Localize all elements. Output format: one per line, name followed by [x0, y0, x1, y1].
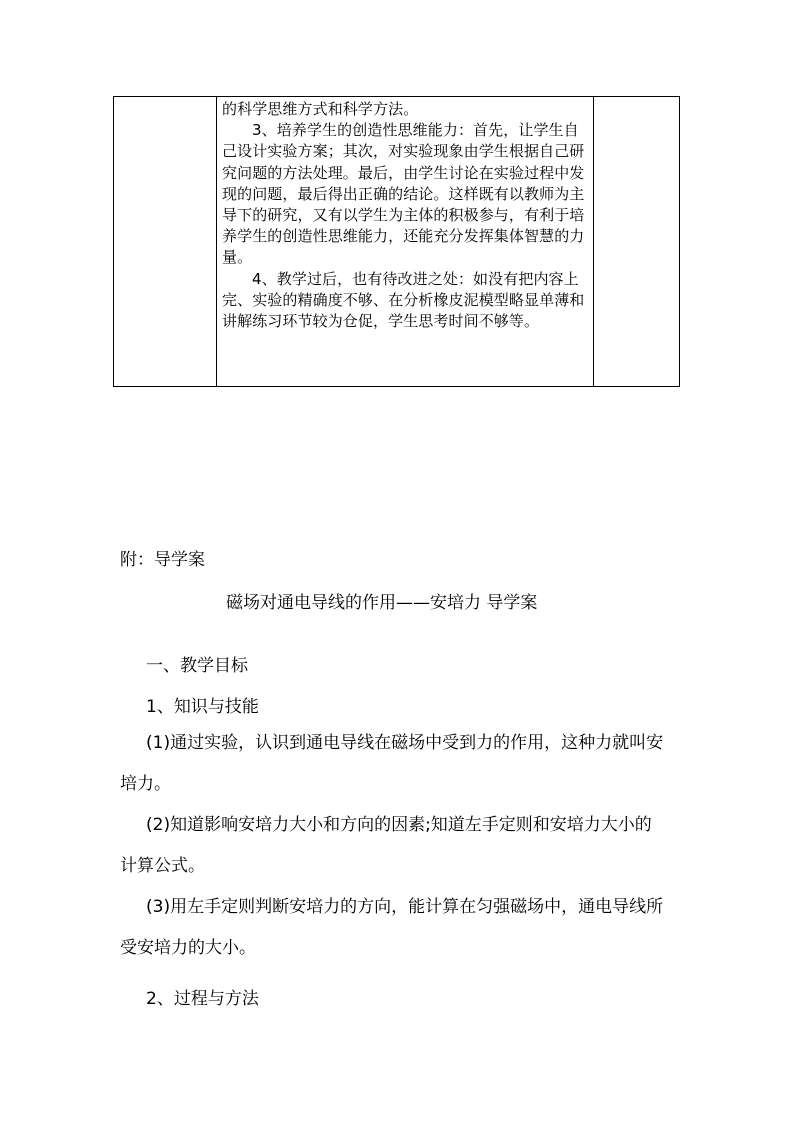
table-line-1: 的科学思维方式和科学方法。 [222, 100, 419, 118]
table-content-cell [222, 99, 590, 332]
table-line-2: 3、培养学生的创造性思维能力：首先，让学生自己设计实验方案；其次，对实验现象由学生根据自己研究问题的方法处理。最后，由学生讨论在实验过程中发现的问题，最后得出正确的结论。这样既有以教师为主导下的研究，又有以学生为主体的积极参与，有利于培养学生的创造性思维能力，还能充分发挥集体智慧的力量。 [222, 121, 585, 267]
document-title: 磁场对通电导线的作用——安培力 导学案 [226, 593, 538, 613]
appendix-label: 附：导学案 [120, 550, 205, 570]
goal-item-3: (3)用左手定则判断安培力的方向，能计算在匀强磁场中，通电导线所受安培力的大小。 [120, 897, 664, 958]
table-column-divider-left [216, 97, 217, 386]
subheading-knowledge-skills: 1、知识与技能 [146, 697, 259, 717]
table-column-divider-right [593, 97, 594, 386]
goal-item-1: (1)通过实验，认识到通电导线在磁场中受到力的作用，这种力就叫安培力。 [120, 733, 664, 794]
table-line-3: 4、教学过后，也有待改进之处：如没有把内容上完、实验的精确度不够、在分析橡皮泥模型略显单薄和讲解练习环节较为仓促，学生思考时间不够等。 [222, 269, 585, 331]
subheading-process-methods: 2、过程与方法 [146, 989, 259, 1009]
section-heading-teaching-goals: 一、教学目标 [146, 656, 248, 676]
goal-item-2: (2)知道影响安培力大小和方向的因素;知道左手定则和安培力大小的计算公式。 [120, 815, 652, 876]
reflection-table [113, 96, 680, 387]
